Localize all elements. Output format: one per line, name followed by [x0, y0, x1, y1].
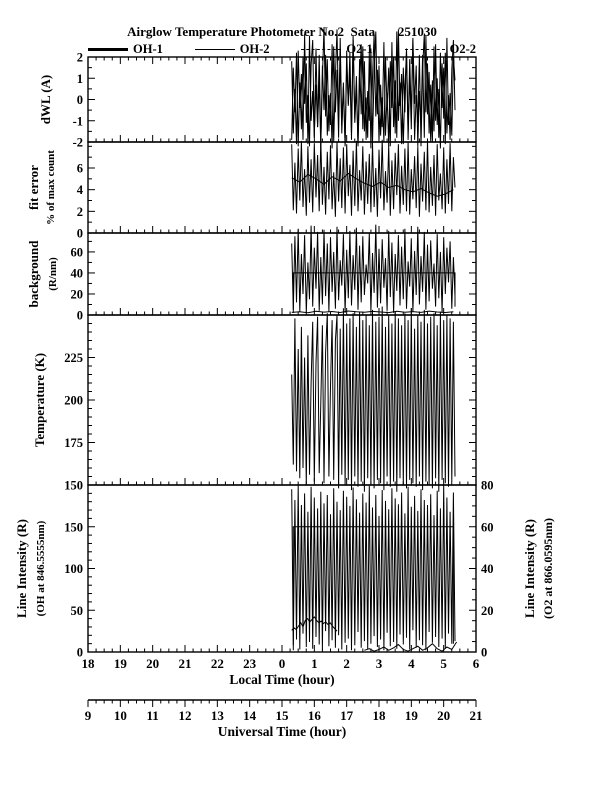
panel-dwl-plot	[0, 50, 612, 150]
svg-text:3: 3	[375, 656, 383, 671]
svg-text:% of max count: % of max count	[45, 150, 57, 225]
svg-text:2: 2	[343, 656, 350, 671]
svg-text:50: 50	[70, 603, 83, 618]
svg-text:6: 6	[76, 161, 83, 176]
svg-text:18: 18	[81, 656, 95, 671]
svg-text:2: 2	[76, 50, 83, 65]
svg-text:Line Intensity (R): Line Intensity (R)	[522, 519, 537, 618]
svg-text:0: 0	[76, 645, 83, 660]
svg-text:16: 16	[307, 708, 321, 723]
svg-text:1: 1	[76, 71, 83, 86]
svg-text:175: 175	[64, 436, 83, 450]
svg-text:40: 40	[70, 266, 83, 281]
legend-label-oh2: OH-2	[239, 42, 270, 56]
svg-text:100: 100	[64, 562, 83, 576]
svg-text:13: 13	[210, 708, 224, 723]
svg-text:-1: -1	[72, 114, 83, 129]
svg-text:dWL (A): dWL (A)	[38, 74, 53, 125]
svg-text:19: 19	[404, 708, 418, 723]
svg-text:15: 15	[275, 708, 289, 723]
panel-background-plot	[0, 233, 612, 323]
series-O2-fit-error	[292, 140, 455, 217]
svg-text:40: 40	[481, 562, 494, 576]
svg-text:19: 19	[113, 656, 127, 671]
svg-text:14: 14	[243, 708, 257, 723]
legend-item-oh2	[195, 42, 270, 57]
svg-text:6: 6	[472, 656, 480, 671]
svg-text:Local Time (hour): Local Time (hour)	[229, 672, 335, 687]
svg-text:10: 10	[113, 708, 127, 723]
series-O2-background	[292, 225, 455, 313]
svg-text:4: 4	[76, 183, 83, 198]
svg-text:60: 60	[70, 245, 83, 260]
svg-text:Universal Time (hour): Universal Time (hour)	[217, 724, 347, 739]
svg-text:150: 150	[64, 520, 83, 535]
legend-label-oh1: OH-1	[133, 42, 163, 56]
svg-text:150: 150	[64, 478, 83, 493]
oh2-line-sample-icon	[195, 49, 235, 50]
svg-text:20: 20	[481, 603, 494, 618]
svg-text:0: 0	[278, 656, 286, 671]
svg-text:(O2 at 866.0595nm): (O2 at 866.0595nm)	[541, 518, 555, 619]
legend-label-o22: O2-2	[449, 42, 476, 56]
time-axes	[0, 652, 612, 762]
svg-text:0: 0	[481, 645, 488, 660]
svg-text:11: 11	[146, 708, 159, 723]
svg-text:0: 0	[76, 93, 83, 107]
panel-fit-error-plot	[0, 142, 612, 241]
series-temperature	[292, 307, 455, 492]
legend	[88, 42, 476, 57]
svg-text:2: 2	[76, 204, 83, 219]
series-O2-line-intensity	[292, 485, 455, 650]
series-OH-line-intensity-late	[364, 642, 456, 651]
svg-text:Line Intensity (R): Line Intensity (R)	[14, 519, 29, 618]
svg-text:9: 9	[84, 708, 92, 723]
svg-text:0: 0	[76, 226, 83, 241]
svg-text:Temperature (K): Temperature (K)	[32, 352, 47, 448]
svg-text:225: 225	[64, 351, 83, 365]
svg-text:background: background	[26, 240, 41, 308]
svg-text:5: 5	[440, 656, 447, 671]
svg-text:(R/nm): (R/nm)	[47, 257, 59, 291]
svg-text:20: 20	[146, 656, 160, 671]
svg-text:21: 21	[469, 708, 483, 723]
svg-text:21: 21	[178, 656, 192, 671]
legend-item-oh1	[88, 42, 163, 57]
oh1-line-sample-icon	[88, 48, 128, 51]
svg-text:80: 80	[481, 478, 494, 493]
svg-text:17: 17	[340, 708, 354, 723]
svg-text:60: 60	[481, 520, 494, 535]
series-OH-line-intensity	[292, 617, 337, 631]
svg-text:(OH at 846.5555nm): (OH at 846.5555nm)	[35, 520, 47, 617]
svg-text:4: 4	[408, 656, 415, 671]
chart-title: Airglow Temperature Photometer No.2 Sata 251030	[127, 24, 437, 39]
svg-text:22: 22	[210, 656, 224, 671]
svg-text:fit error: fit error	[26, 165, 41, 210]
o21-line-sample-icon	[301, 49, 341, 50]
legend-label-o21: O2-1	[346, 42, 373, 56]
svg-text:20: 20	[70, 287, 83, 302]
svg-text:0: 0	[76, 308, 83, 323]
svg-text:12: 12	[178, 708, 192, 723]
svg-text:200: 200	[64, 393, 83, 408]
svg-text:20: 20	[437, 708, 451, 723]
svg-text:1: 1	[311, 656, 318, 671]
svg-text:-2: -2	[72, 135, 83, 150]
svg-text:18: 18	[372, 708, 386, 723]
panel-line-intensity-plot	[0, 478, 612, 660]
svg-text:23: 23	[243, 656, 257, 671]
